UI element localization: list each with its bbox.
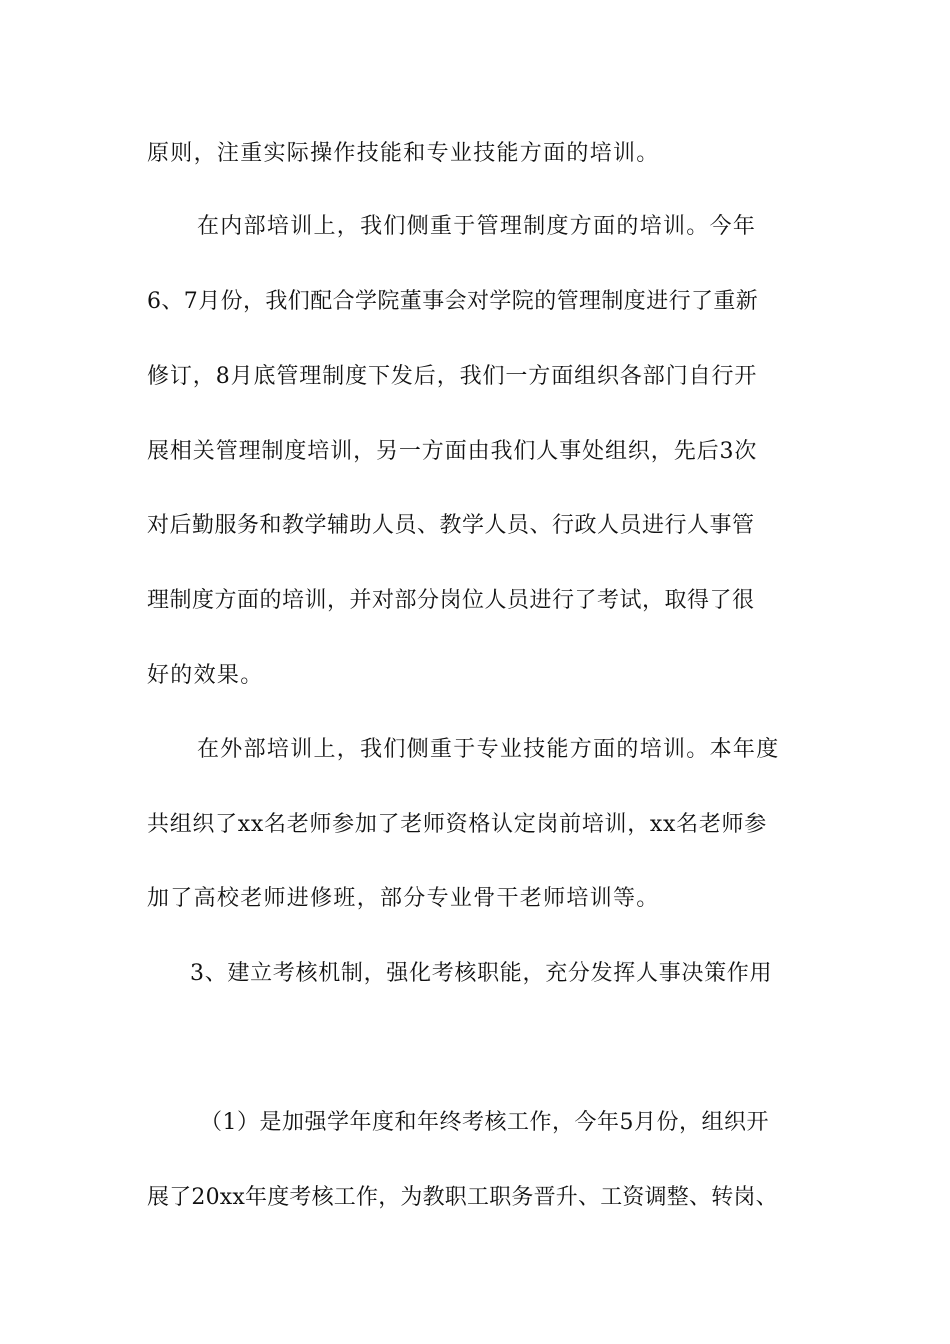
paragraph-line-12: （1）是加强学年度和年终考核工作，今年5月份，组织开	[200, 1110, 769, 1135]
paragraph-line-2: 在内部培训上，我们侧重于管理制度方面的培训。今年	[197, 214, 757, 239]
paragraph-line-8: 好的效果。	[147, 663, 264, 688]
paragraph-line-7: 理制度方面的培训，并对部分岗位人员进行了考试，取得了很	[147, 588, 755, 613]
paragraph-line-13: 展了20xx年度考核工作，为教职工职务晋升、工资调整、转岗、	[147, 1185, 778, 1210]
paragraph-line-11: 加了高校老师进修班，部分专业骨干老师培训等。	[147, 886, 660, 911]
paragraph-line-6: 对后勤服务和教学辅助人员、教学人员、行政人员进行人事管	[147, 513, 755, 538]
paragraph-line-10: 共组织了xx名老师参加了老师资格认定岗前培训，xx名老师参	[147, 812, 767, 837]
paragraph-line-5: 展相关管理制度培训，另一方面由我们人事处组织，先后3次	[147, 439, 758, 464]
paragraph-line-4: 修订，8月底管理制度下发后，我们一方面组织各部门自行开	[147, 364, 758, 389]
paragraph-line-9: 在外部培训上，我们侧重于专业技能方面的培训。本年度	[197, 737, 780, 762]
section-heading: 3、建立考核机制，强化考核职能，充分发挥人事决策作用	[190, 961, 773, 986]
paragraph-line-3: 6、7月份，我们配合学院董事会对学院的管理制度进行了重新	[147, 289, 759, 314]
paragraph-line-1: 原则，注重实际操作技能和专业技能方面的培训。	[147, 141, 660, 166]
